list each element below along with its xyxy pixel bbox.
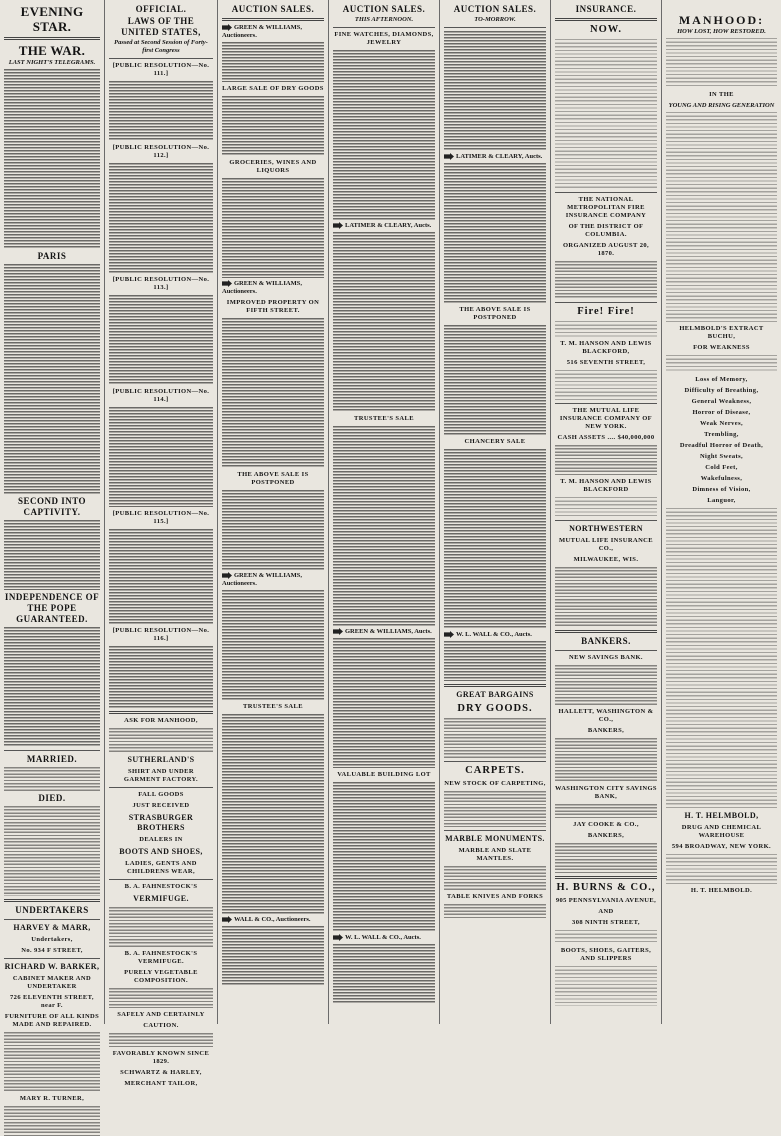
divider xyxy=(555,630,657,633)
divider xyxy=(555,650,657,651)
ad-burns-ninth: 308 NINTH STREET, xyxy=(572,919,640,926)
symptom-item: Difficulty of Breathing, xyxy=(684,387,759,394)
auction-ad-title: FINE WATCHES, DIAMONDS, JEWELRY xyxy=(334,31,434,46)
manhood-heading: MANHOOD: xyxy=(678,13,765,27)
text-block xyxy=(333,638,435,768)
ad-hanson-blackford-2: T. M. HANSON AND LEWIS BLACKFORD xyxy=(560,478,652,493)
second-heading: SECOND INTO CAPTIVITY. xyxy=(17,496,87,517)
text-block xyxy=(222,926,324,986)
symptom-item: Weak Nerves, xyxy=(699,420,744,427)
divider xyxy=(444,27,546,28)
resolution-heading: [PUBLIC RESOLUTION—No. 114.] xyxy=(112,388,210,403)
pointing-hand-icon xyxy=(333,934,343,941)
column-2 xyxy=(105,0,218,1087)
divider xyxy=(109,879,213,880)
text-block xyxy=(109,295,213,385)
divider xyxy=(444,684,546,687)
ad-cash-assets: CASH ASSETS .... $40,000,000 xyxy=(557,434,655,441)
ad-burns-and: AND xyxy=(598,908,614,915)
ad-new-savings-bank: NEW SAVINGS BANK. xyxy=(569,654,643,661)
text-block xyxy=(4,264,100,494)
divider xyxy=(444,830,546,831)
text-block xyxy=(222,42,324,82)
ad-bankers: BANKERS, xyxy=(587,727,625,734)
resolution-heading: [PUBLIC RESOLUTION—No. 116.] xyxy=(112,627,210,642)
text-block xyxy=(109,728,213,752)
ad-jay-cooke-bankers: BANKERS, xyxy=(587,832,625,839)
ad-boots-shoes: BOOTS AND SHOES, xyxy=(119,847,203,856)
official-heading: OFFICIAL. xyxy=(135,4,187,14)
symptom-item: Languor, xyxy=(707,497,736,504)
ad-boots-shoes-gaiters: BOOTS, SHOES, GAITERS, AND SLIPPERS xyxy=(560,947,652,962)
divider xyxy=(4,899,100,902)
text-block xyxy=(444,449,546,629)
text-block xyxy=(4,69,100,249)
ad-northwestern: NORTHWESTERN xyxy=(569,524,643,533)
ad-harvey-name: HARVEY & MARR, xyxy=(13,923,91,932)
text-block xyxy=(555,370,657,400)
text-block xyxy=(222,96,324,156)
auction-ad-title: CHANCERY SALE xyxy=(464,438,526,445)
ad-turner: MARY R. TURNER, xyxy=(19,1095,85,1102)
divider xyxy=(555,192,657,193)
text-block xyxy=(444,641,546,681)
ad-hanson-blackford: T. M. HANSON AND LEWIS BLACKFORD, xyxy=(560,340,652,355)
ad-barker-name: RICHARD W. BARKER, xyxy=(4,962,100,971)
manhood-subheading: HOW LOST, HOW RESTORED. xyxy=(677,28,766,35)
ad-helmbold-name: H. T. HELMBOLD, xyxy=(684,811,759,820)
ad-milwaukee: MILWAUKEE, WIS. xyxy=(573,556,639,563)
column-4 xyxy=(329,0,440,1024)
divider xyxy=(4,37,100,40)
pointing-hand-icon xyxy=(444,153,454,160)
text-block xyxy=(109,646,213,708)
ad-marble-slate: MARBLE AND SLATE MANTLES. xyxy=(458,847,532,862)
ad-shirt-factory: SHIRT AND UNDER GARMENT FACTORY. xyxy=(123,768,199,783)
insurance-heading: INSURANCE. xyxy=(575,4,637,14)
symptom-item: General Weakness, xyxy=(691,398,752,405)
auction-ad-title: GREEN & WILLIAMS, Aucts. xyxy=(333,628,435,636)
ad-new-stock-carpeting: NEW STOCK OF CARPETING, xyxy=(444,780,546,787)
ad-sutherlands: SUTHERLAND'S xyxy=(127,755,195,764)
text-block xyxy=(444,325,546,435)
text-block xyxy=(109,1033,213,1047)
ad-hallett: HALLETT, WASHINGTON & CO., xyxy=(558,708,654,723)
text-block xyxy=(555,665,657,705)
text-block xyxy=(666,38,777,88)
text-block xyxy=(222,590,324,700)
text-block xyxy=(4,1106,100,1136)
pointing-hand-icon xyxy=(333,222,343,229)
text-block xyxy=(666,112,777,322)
auction-ad-title: THE ABOVE SALE IS POSTPONED xyxy=(459,306,531,321)
auction-ad-title: LARGE SALE OF DRY GOODS xyxy=(222,85,324,92)
pointing-hand-icon xyxy=(222,916,232,923)
ad-table-knives: TABLE KNIVES AND FORKS xyxy=(446,893,544,900)
auction-ad-title: W. L. WALL & CO., Aucts. xyxy=(444,631,546,639)
text-block xyxy=(555,930,657,944)
auction-ad-title: W. L. WALL & CO., Aucts. xyxy=(333,934,435,942)
to-morrow-subheading: TO-MORROW. xyxy=(474,16,516,23)
text-block xyxy=(555,804,657,818)
ad-harvey-address: No. 934 F STREET, xyxy=(21,947,83,954)
auction-ad-title: TRUSTEE'S SALE xyxy=(243,703,303,710)
text-block xyxy=(555,497,657,517)
text-block xyxy=(333,50,435,220)
pope-heading: INDEPENDENCE OF THE POPE GUARANTEED. xyxy=(4,592,100,624)
married-heading: MARRIED. xyxy=(26,754,78,764)
ad-seventh-street: 516 SEVENTH STREET, xyxy=(566,359,646,366)
text-block xyxy=(555,39,657,189)
text-block xyxy=(109,163,213,273)
divider xyxy=(4,919,100,920)
text-block xyxy=(444,866,546,890)
text-block xyxy=(555,445,657,475)
ad-broadway: 594 BROADWAY, NEW YORK. xyxy=(671,843,772,850)
ad-helmbold-extract: HELMBOLD'S EXTRACT BUCHU, xyxy=(679,325,764,340)
young-rising-generation: YOUNG AND RISING GENERATION xyxy=(668,102,775,109)
auction-ad-title: LATIMER & CLEARY, Aucts. xyxy=(333,222,435,230)
divider xyxy=(4,750,100,751)
resolution-heading: [PUBLIC RESOLUTION—No. 112.] xyxy=(112,144,210,159)
divider xyxy=(555,302,657,303)
symptom-item: Wakefulness, xyxy=(700,475,743,482)
text-block xyxy=(109,907,213,947)
ad-fahnestock-2: B. A. FAHNESTOCK'S VERMIFUGE. xyxy=(124,950,198,965)
in-the-label: IN THE xyxy=(709,91,734,98)
pointing-hand-icon xyxy=(222,24,232,31)
ad-dealers-in: DEALERS IN xyxy=(139,836,183,843)
divider xyxy=(555,18,657,21)
text-block xyxy=(222,178,324,278)
auction-ad-title: IMPROVED PROPERTY ON FIFTH STREET. xyxy=(226,299,320,314)
ad-carpets: CARPETS. xyxy=(465,765,525,776)
text-block xyxy=(222,318,324,468)
pointing-hand-icon xyxy=(222,280,232,287)
text-block xyxy=(333,232,435,412)
ad-jay-cooke: JAY COOKE & CO., xyxy=(573,821,639,828)
text-block xyxy=(333,426,435,626)
symptom-item: Loss of Memory, xyxy=(695,376,748,383)
ad-schwartz: SCHWARTZ & HARLEY, xyxy=(120,1069,202,1076)
pointing-hand-icon xyxy=(333,628,343,635)
column-7 xyxy=(662,0,781,1024)
ad-purely-vegetable: PURELY VEGETABLE COMPOSITION. xyxy=(124,969,198,984)
ad-dry-goods: DRY GOODS. xyxy=(457,703,533,714)
ad-favorably: FAVORABLY KNOWN SINCE 1829. xyxy=(112,1050,210,1065)
ad-vermifuge: VERMIFUGE. xyxy=(133,894,189,903)
text-block xyxy=(222,714,324,914)
ad-mutual-life-co: MUTUAL LIFE INSURANCE CO., xyxy=(559,537,653,552)
text-block xyxy=(109,529,213,624)
divider xyxy=(4,958,100,959)
column-3 xyxy=(218,0,329,1024)
ad-drug-warehouse: DRUG AND CHEMICAL WAREHOUSE xyxy=(681,824,762,839)
ad-harvey-role: Undertakers, xyxy=(31,936,73,943)
ad-caution: CAUTION. xyxy=(143,1022,179,1029)
text-block xyxy=(4,1032,100,1092)
symptom-item: Dreadful Horror of Death, xyxy=(679,442,764,449)
text-block xyxy=(555,843,657,873)
resolution-heading: [PUBLIC RESOLUTION—No. 111.] xyxy=(112,62,210,77)
text-block xyxy=(666,854,777,884)
auction-ad-title: VALUABLE BUILDING LOT xyxy=(337,771,431,778)
symptom-item: Dimness of Vision, xyxy=(692,486,751,493)
ad-national-metropolitan: THE NATIONAL METROPOLITAN FIRE INSURANCE COMPANY xyxy=(565,196,647,219)
ad-ask-manhood: ASK FOR MANHOOD, xyxy=(124,717,198,724)
laws-heading: LAWS OF THE UNITED STATES, xyxy=(121,16,201,37)
ad-burns-address: 905 PENNSYLVANIA AVENUE, xyxy=(555,897,657,904)
text-block xyxy=(555,966,657,1006)
column-5 xyxy=(440,0,551,1024)
auction-ad-title: GREEN & WILLIAMS, Auctioneers. xyxy=(222,280,302,295)
ad-for-weakness: FOR WEAKNESS xyxy=(693,344,750,351)
text-block xyxy=(555,321,657,337)
ad-district-columbia: OF THE DISTRICT OF COLUMBIA. xyxy=(568,223,644,238)
auction-ad-title: LATIMER & CLEARY, Aucts. xyxy=(444,153,546,161)
ad-marble-monuments: MARBLE MONUMENTS. xyxy=(445,834,545,843)
divider xyxy=(333,27,435,28)
text-block xyxy=(444,904,546,918)
text-block xyxy=(4,520,100,590)
auction-ad-title: GROCERIES, WINES AND LIQUORS xyxy=(229,159,317,174)
auction-ad-title: GREEN & WILLIAMS, Auctioneers. xyxy=(222,572,302,587)
bankers-heading: BANKERS. xyxy=(581,636,631,646)
auction-sales-heading: AUCTION SALES. xyxy=(453,4,537,14)
laws-subheading: Passed at Second Session of Forty-first Congress xyxy=(114,39,208,54)
ad-barker-address: 726 ELEVENTH STREET, near F. xyxy=(10,994,94,1009)
divider xyxy=(109,58,213,59)
symptom-item: Night Sweats, xyxy=(699,453,744,460)
ad-fire-fire: Fire! Fire! xyxy=(577,306,635,317)
text-block xyxy=(333,944,435,1004)
pointing-hand-icon xyxy=(222,572,232,579)
symptom-item: Cold Feet, xyxy=(705,464,738,471)
divider xyxy=(222,18,324,21)
symptom-item: Horror of Disease, xyxy=(692,409,751,416)
ad-just-received: JUST RECEIVED xyxy=(132,802,190,809)
text-block xyxy=(4,627,100,747)
ad-ladies-wear: LADIES, GENTS AND CHILDRENS WEAR, xyxy=(125,860,197,875)
died-heading: DIED. xyxy=(38,793,66,803)
text-block xyxy=(555,261,657,299)
ad-barker-tag: FURNITURE OF ALL KINDS MADE AND REPAIRED. xyxy=(4,1013,100,1028)
divider xyxy=(444,761,546,762)
divider xyxy=(109,711,213,714)
divider xyxy=(555,403,657,404)
ad-merchant-tailor: MERCHANT TAILOR, xyxy=(124,1080,198,1087)
paris-heading: PARIS xyxy=(37,251,67,261)
symptom-item: Trembling, xyxy=(704,431,739,438)
text-block xyxy=(109,988,213,1008)
text-block xyxy=(666,508,777,808)
ad-strasburger: STRASBURGER BROTHERS xyxy=(128,813,194,832)
divider xyxy=(109,787,213,788)
ad-helmbold-sig: H. T. HELMBOLD. xyxy=(690,887,753,894)
text-block xyxy=(444,791,546,827)
ad-fahnestock: B. A. FAHNESTOCK'S xyxy=(124,883,198,890)
text-block xyxy=(222,490,324,570)
text-block xyxy=(444,718,546,758)
pointing-hand-icon xyxy=(444,631,454,638)
ad-burns: H. BURNS & CO., xyxy=(556,882,656,893)
column-1 xyxy=(0,0,105,1102)
text-block xyxy=(555,738,657,782)
text-block xyxy=(444,31,546,151)
text-block xyxy=(4,767,100,791)
ad-fall-goods: FALL GOODS xyxy=(138,791,184,798)
text-block xyxy=(109,81,213,141)
telegrams-subheading: LAST NIGHT'S TELEGRAMS. xyxy=(8,59,96,66)
auction-ad-title: WALL & CO., Auctioneers. xyxy=(222,916,324,924)
ad-mutual-life: THE MUTUAL LIFE INSURANCE COMPANY OF NEW YORK. xyxy=(559,407,653,430)
ad-washington-savings: WASHINGTON CITY SAVINGS BANK, xyxy=(555,785,657,800)
ad-safely: SAFELY AND CERTAINLY xyxy=(117,1011,205,1018)
auction-ad-title: TRUSTEE'S SALE xyxy=(354,415,414,422)
text-block xyxy=(666,355,777,373)
text-block xyxy=(109,407,213,507)
auction-sales-heading: AUCTION SALES. xyxy=(231,4,315,14)
this-afternoon-subheading: THIS AFTERNOON. xyxy=(354,16,414,23)
divider xyxy=(555,520,657,521)
auction-ad-title: THE ABOVE SALE IS POSTPONED xyxy=(237,471,309,486)
text-block xyxy=(555,567,657,627)
ad-great-bargains: GREAT BARGAINS xyxy=(456,690,534,699)
masthead: EVENING STAR. xyxy=(20,4,84,34)
auction-ad-title: GREEN & WILLIAMS, Auctioneers. xyxy=(222,24,302,39)
ad-organized: ORGANIZED AUGUST 20, 1870. xyxy=(562,242,650,257)
ad-barker-role: CABINET MAKER AND UNDERTAKER xyxy=(12,975,92,990)
text-block xyxy=(444,163,546,303)
column-6 xyxy=(551,0,662,1024)
divider xyxy=(555,876,657,879)
resolution-heading: [PUBLIC RESOLUTION—No. 115.] xyxy=(112,510,210,525)
text-block xyxy=(4,806,100,896)
text-block xyxy=(333,782,435,932)
resolution-heading: [PUBLIC RESOLUTION—No. 113.] xyxy=(112,276,210,291)
undertakers-heading: UNDERTAKERS xyxy=(15,905,89,915)
section-war-heading: THE WAR. xyxy=(18,43,86,58)
insurance-now: NOW. xyxy=(590,24,622,35)
auction-sales-heading: AUCTION SALES. xyxy=(342,4,426,14)
